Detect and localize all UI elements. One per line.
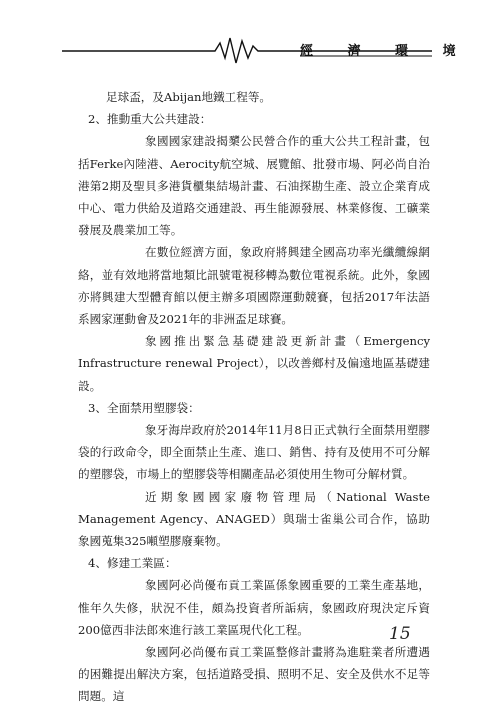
document-body [78,86,430,708]
page-header [0,0,480,70]
paragraph: 象國阿必尚優布貢工業區整修計畫將為進駐業者所遭遇的困難提出解決方案，包括道路受損、照明不足、安全及供水不足等問題。這 [78,645,430,704]
section-heading: 3、全面禁用塑膠袋： [88,400,200,415]
paragraph: 象國推出緊急基礎建設更新計畫（Emergency Infrastructure renewal Project），以改善鄉村及偏遠地區基礎建設。 [78,334,430,393]
paragraph: 象牙海岸政府於2014年11月8日正式執行全面禁用塑膠袋的行政命令，即全面禁止生產、進口、銷售、持有及使用不可分解的塑膠袋，市場上的塑膠袋等相關產品必須使用生物可分解材質。 [78,423,430,482]
section-title: 經 濟 環 境 [300,44,471,59]
paragraph: 近期象國國家廢物管理局（National Waste Management Agency、ANAGED）與瑞士雀巢公司合作，協助象國蒐集325噸塑膠廢棄物。 [78,489,430,549]
page-number: 15 [389,624,411,644]
paragraph: 足球盃，及Abijan地鐵工程等。 [106,90,272,104]
section-heading: 2、推動重大公共建設： [88,112,212,127]
paragraph: 在數位經濟方面，象政府將興建全國高功率光纖纜線網絡，並有效地將當地類比訊號電視移轉為數位電視系統。此外，象國亦將興建大型體育館以便主辦多項國際運動競賽，包括2017年法語系國家運動會及2021年的非洲盃足球賽。 [78,245,430,327]
paragraph: 象國國家建設揭櫫公民營合作的重大公共工程計畫，包括Ferke內陸港、Aerocity航空城、展覽館、批發市場、阿必尚自治港第2期及聖貝多港貨櫃集結場計畫、石油探勘生產、設立企業育成中心、電力供給及道路交通建設、再生能源發展、林業修復、工礦業發展及農業加工等。 [78,134,430,238]
section-heading: 4、修建工業區： [88,556,177,571]
paragraph: 象國阿必尚優布貢工業區係象國重要的工業生產基地，惟年久失修，狀況不佳，頗為投資者所詬病，象國政府現決定斥資200億西非法郎來進行該工業區現代化工程。 [78,578,430,637]
